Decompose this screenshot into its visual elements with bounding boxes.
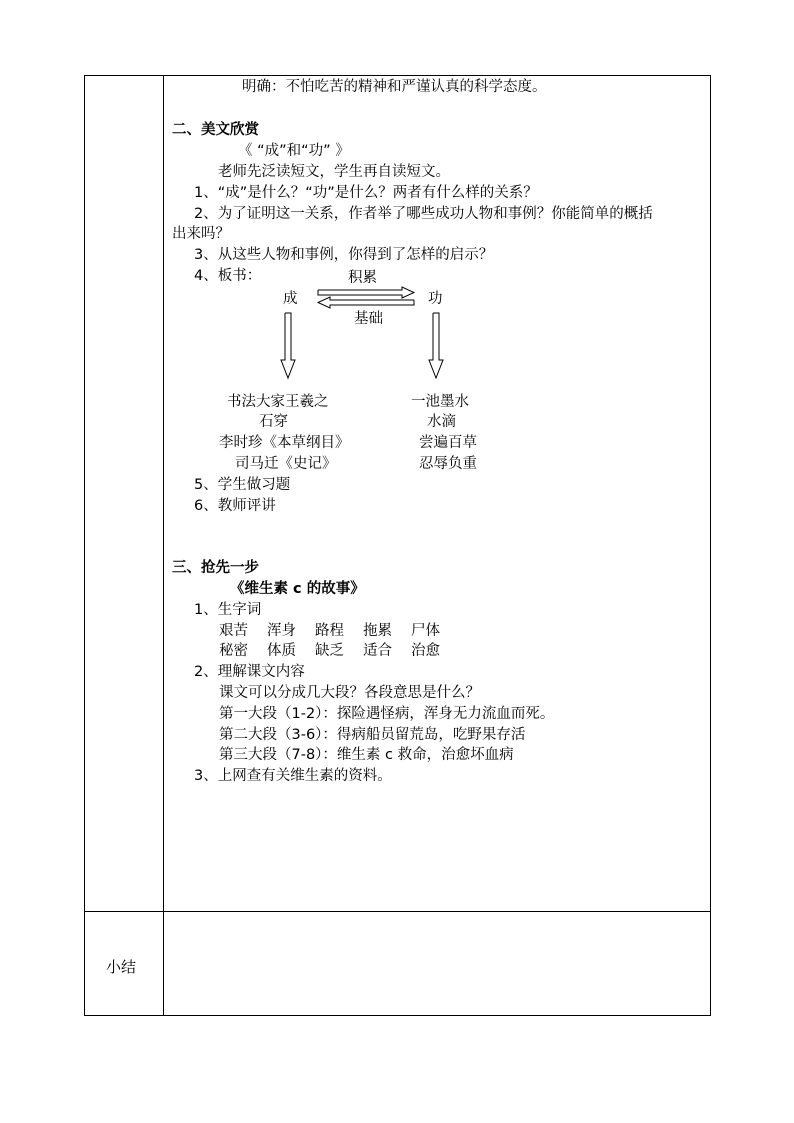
section-heading-appreciation: 二、美文欣赏	[172, 122, 259, 138]
question-2-line1: 2、为了证明这一关系，作者举了哪些成功人物和事例？你能简单的概括	[194, 206, 653, 222]
paragraph-summary-2: 第二大段（3-6）：得病船员留荒岛，吃野果存活	[219, 727, 526, 743]
vocab-word: 尸体	[411, 623, 440, 639]
vocab-word: 适合	[363, 643, 392, 659]
vocab-word: 浑身	[267, 623, 296, 639]
research-task: 3、上网查有关维生素的资料。	[194, 768, 392, 784]
arrow-left-icon	[318, 297, 414, 308]
board-top-label: 积累	[348, 270, 377, 286]
step-5: 5、学生做习题	[194, 477, 291, 493]
example-left-3: 李时珍《本草纲目》	[219, 435, 350, 451]
example-right-2: 水滴	[427, 414, 456, 430]
example-right-4: 忍辱负重	[419, 456, 477, 472]
summary-content-cell	[164, 912, 710, 1015]
paragraph-summary-1: 第一大段（1-2）：探险遇怪病，浑身无力流血而死。	[219, 706, 555, 722]
question-3: 3、从这些人物和事例，你得到了怎样的启示？	[194, 247, 494, 263]
vocab-word: 缺乏	[315, 643, 344, 659]
intro-text: 明确：不怕吃苦的精神和严谨认真的科学态度。	[242, 79, 547, 95]
step-6: 6、教师评讲	[194, 498, 276, 514]
reading-instruction: 老师先泛读短文，学生再自读短文。	[218, 164, 450, 180]
vocab-word: 路程	[315, 623, 344, 639]
arrow-down-left-icon	[281, 313, 295, 378]
arrow-right-icon	[318, 287, 414, 298]
question-1: 1、“成”是什么？“功”是什么？两者有什么样的关系？	[194, 185, 538, 201]
vocab-word: 治愈	[411, 643, 440, 659]
arrow-down-right-icon	[429, 313, 443, 378]
question-4-board: 4、板书：	[194, 268, 262, 284]
vocab-word: 拖累	[363, 623, 392, 639]
story-title: 《维生素 c 的故事》	[230, 581, 365, 597]
section-heading-preview: 三、抢先一步	[172, 560, 259, 576]
example-left-2: 石穿	[259, 414, 288, 430]
comprehension-prompt: 课文可以分成几大段？各段意思是什么？	[219, 685, 480, 701]
example-right-1: 一池墨水	[411, 394, 469, 410]
board-node-cheng: 成	[283, 291, 298, 307]
paragraph-summary-3: 第三大段（7-8）：维生素 c 救命，治愈坏血病	[219, 747, 514, 763]
board-bottom-label: 基础	[354, 311, 383, 327]
summary-label: 小结	[106, 958, 137, 976]
example-left-1: 书法大家王羲之	[227, 394, 329, 410]
example-left-4: 司马迁《史记》	[235, 456, 337, 472]
question-2-line2: 出来吗？	[172, 226, 230, 242]
comprehension-heading: 2、理解课文内容	[194, 664, 305, 680]
vocab-word: 艰苦	[219, 623, 248, 639]
vocab-heading: 1、生字词	[194, 602, 262, 618]
article-title: 《 “成”和“功” 》	[238, 143, 350, 159]
vocab-word: 体质	[267, 643, 296, 659]
example-right-3: 尝遍百草	[419, 435, 477, 451]
vocab-word: 秘密	[219, 643, 248, 659]
board-node-gong: 功	[428, 291, 443, 307]
